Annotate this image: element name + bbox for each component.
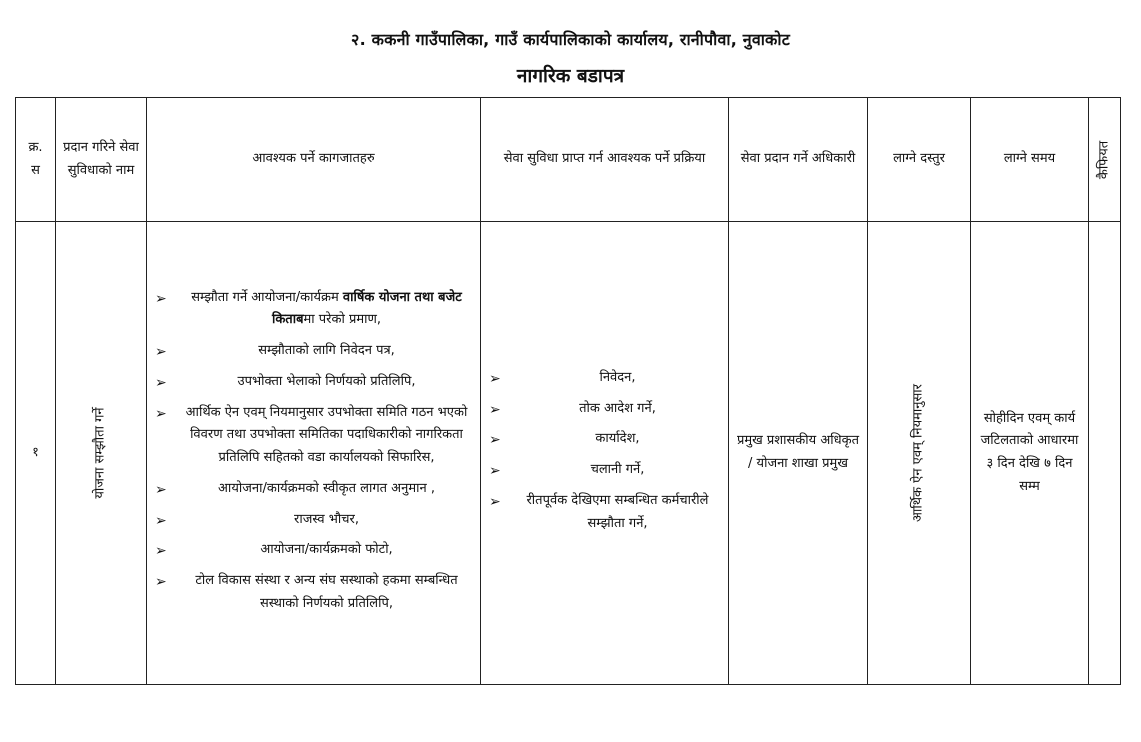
fee-text: आर्थिक ऐन एवम् नियमानुसार [910, 384, 926, 522]
cell-sn: १ [16, 222, 56, 685]
document-item [155, 478, 474, 501]
document-item [155, 340, 474, 363]
arrow-bullet-icon: ➢ [155, 512, 167, 529]
document-text: टोल विकास संस्था र अन्य संघ सस्थाको हकमा सम्बन्धित सस्थाको निर्णयको प्रतिलिपि, [195, 573, 458, 611]
process-text: कार्यादेश, [595, 431, 640, 447]
arrow-bullet-icon: ➢ [489, 463, 501, 479]
arrow-bullet-icon: ➢ [155, 543, 167, 560]
document-bold-text: वार्षिक योजना तथा बजेट किताब [271, 289, 462, 328]
document-text: आयोजना/कार्यक्रमको स्वीकृत लागत अनुमान , [218, 480, 435, 496]
cell-time: सोहीदिन एवम् कार्य जटिलताको आधारमा ३ दिन देखि ७ दिन सम्म [971, 222, 1089, 685]
table-row [16, 222, 1121, 685]
header-documents: आवश्यक पर्ने कागजातहरु [147, 98, 481, 222]
document-item [155, 570, 474, 616]
remarks-label: कैफियत [1096, 140, 1112, 179]
office-title: २. ककनी गाउँपालिका, गाउँ कार्यपालिकाको कार्यालय, रानीपौवा, नुवाकोट [351, 30, 790, 49]
process-text: चलानी गर्ने, [590, 462, 645, 477]
cell-process [481, 222, 729, 685]
document-item [155, 371, 474, 394]
process-text: निवेदन, [599, 369, 636, 385]
header-fee: लाग्ने दस्तुर [868, 98, 971, 222]
document-text: आयोजना/कार्यक्रमको फोटो, [260, 542, 393, 558]
document-text: आर्थिक ऐन एवम् नियमानुसार उपभोक्ता समिति गठन भएको विवरण तथा उपभोक्ता समितिका पदाधिकारीको नागरिकता प्रतिलिपि सहितको वडा कार्यालयको सिफारिस, [185, 404, 468, 465]
arrow-bullet-icon: ➢ [155, 344, 167, 360]
document-text: उपभोक्ता भेलाको निर्णयको प्रतिलिपि, [237, 373, 416, 389]
documents-list [147, 283, 480, 616]
document-item [155, 509, 474, 532]
document-text-suffix: मा परेको प्रमाण, [303, 312, 382, 328]
cell-service [56, 222, 147, 685]
process-list [481, 363, 728, 536]
arrow-bullet-icon: ➢ [155, 481, 167, 498]
process-item [489, 398, 722, 421]
arrow-bullet-icon: ➢ [155, 574, 167, 590]
document-text: सम्झौताको लागि निवेदन पत्र, [258, 343, 395, 358]
charter-title: नागरिक बडापत्र [516, 65, 625, 87]
document-text: सम्झौता गर्ने आयोजना/कार्यक्रम [191, 289, 343, 305]
document-item [155, 287, 474, 333]
arrow-bullet-icon: ➢ [155, 405, 167, 422]
cell-officer: प्रमुख प्रशासकीय अधिकृत / योजना शाखा प्रमुख [729, 222, 868, 685]
citizen-charter-table [15, 97, 1121, 685]
header-sn: क्र. स [16, 98, 56, 222]
cell-fee [868, 222, 971, 685]
header-remarks [1089, 98, 1121, 222]
arrow-bullet-icon: ➢ [155, 374, 167, 391]
process-text: तोक आदेश गर्ने, [579, 400, 656, 416]
header-row [16, 98, 1121, 222]
arrow-bullet-icon: ➢ [489, 370, 501, 387]
document-text: राजस्व भौचर, [294, 511, 359, 527]
arrow-bullet-icon: ➢ [155, 290, 167, 307]
process-item [489, 490, 722, 536]
service-name: योजना सम्झौता गर्ने [92, 407, 108, 499]
process-item [489, 428, 722, 451]
process-item [489, 459, 722, 482]
process-text: रीतपूर्वक देखिएमा सम्बन्धित कर्मचारीले सम्झौता गर्ने, [526, 492, 709, 531]
header-time: लाग्ने समय [971, 98, 1089, 222]
document-item [155, 539, 474, 562]
arrow-bullet-icon: ➢ [489, 401, 501, 418]
cell-remarks [1089, 222, 1121, 685]
header-service: प्रदान गरिने सेवा सुविधाको नाम [56, 98, 147, 222]
header-officer: सेवा प्रदान गर्ने अधिकारी [729, 98, 868, 222]
cell-documents [147, 222, 481, 685]
process-item [489, 367, 722, 390]
arrow-bullet-icon: ➢ [489, 493, 501, 510]
arrow-bullet-icon: ➢ [489, 432, 501, 449]
document-item [155, 402, 474, 470]
header-process: सेवा सुविधा प्राप्त गर्न आवश्यक पर्ने प्रक्रिया [481, 98, 729, 222]
